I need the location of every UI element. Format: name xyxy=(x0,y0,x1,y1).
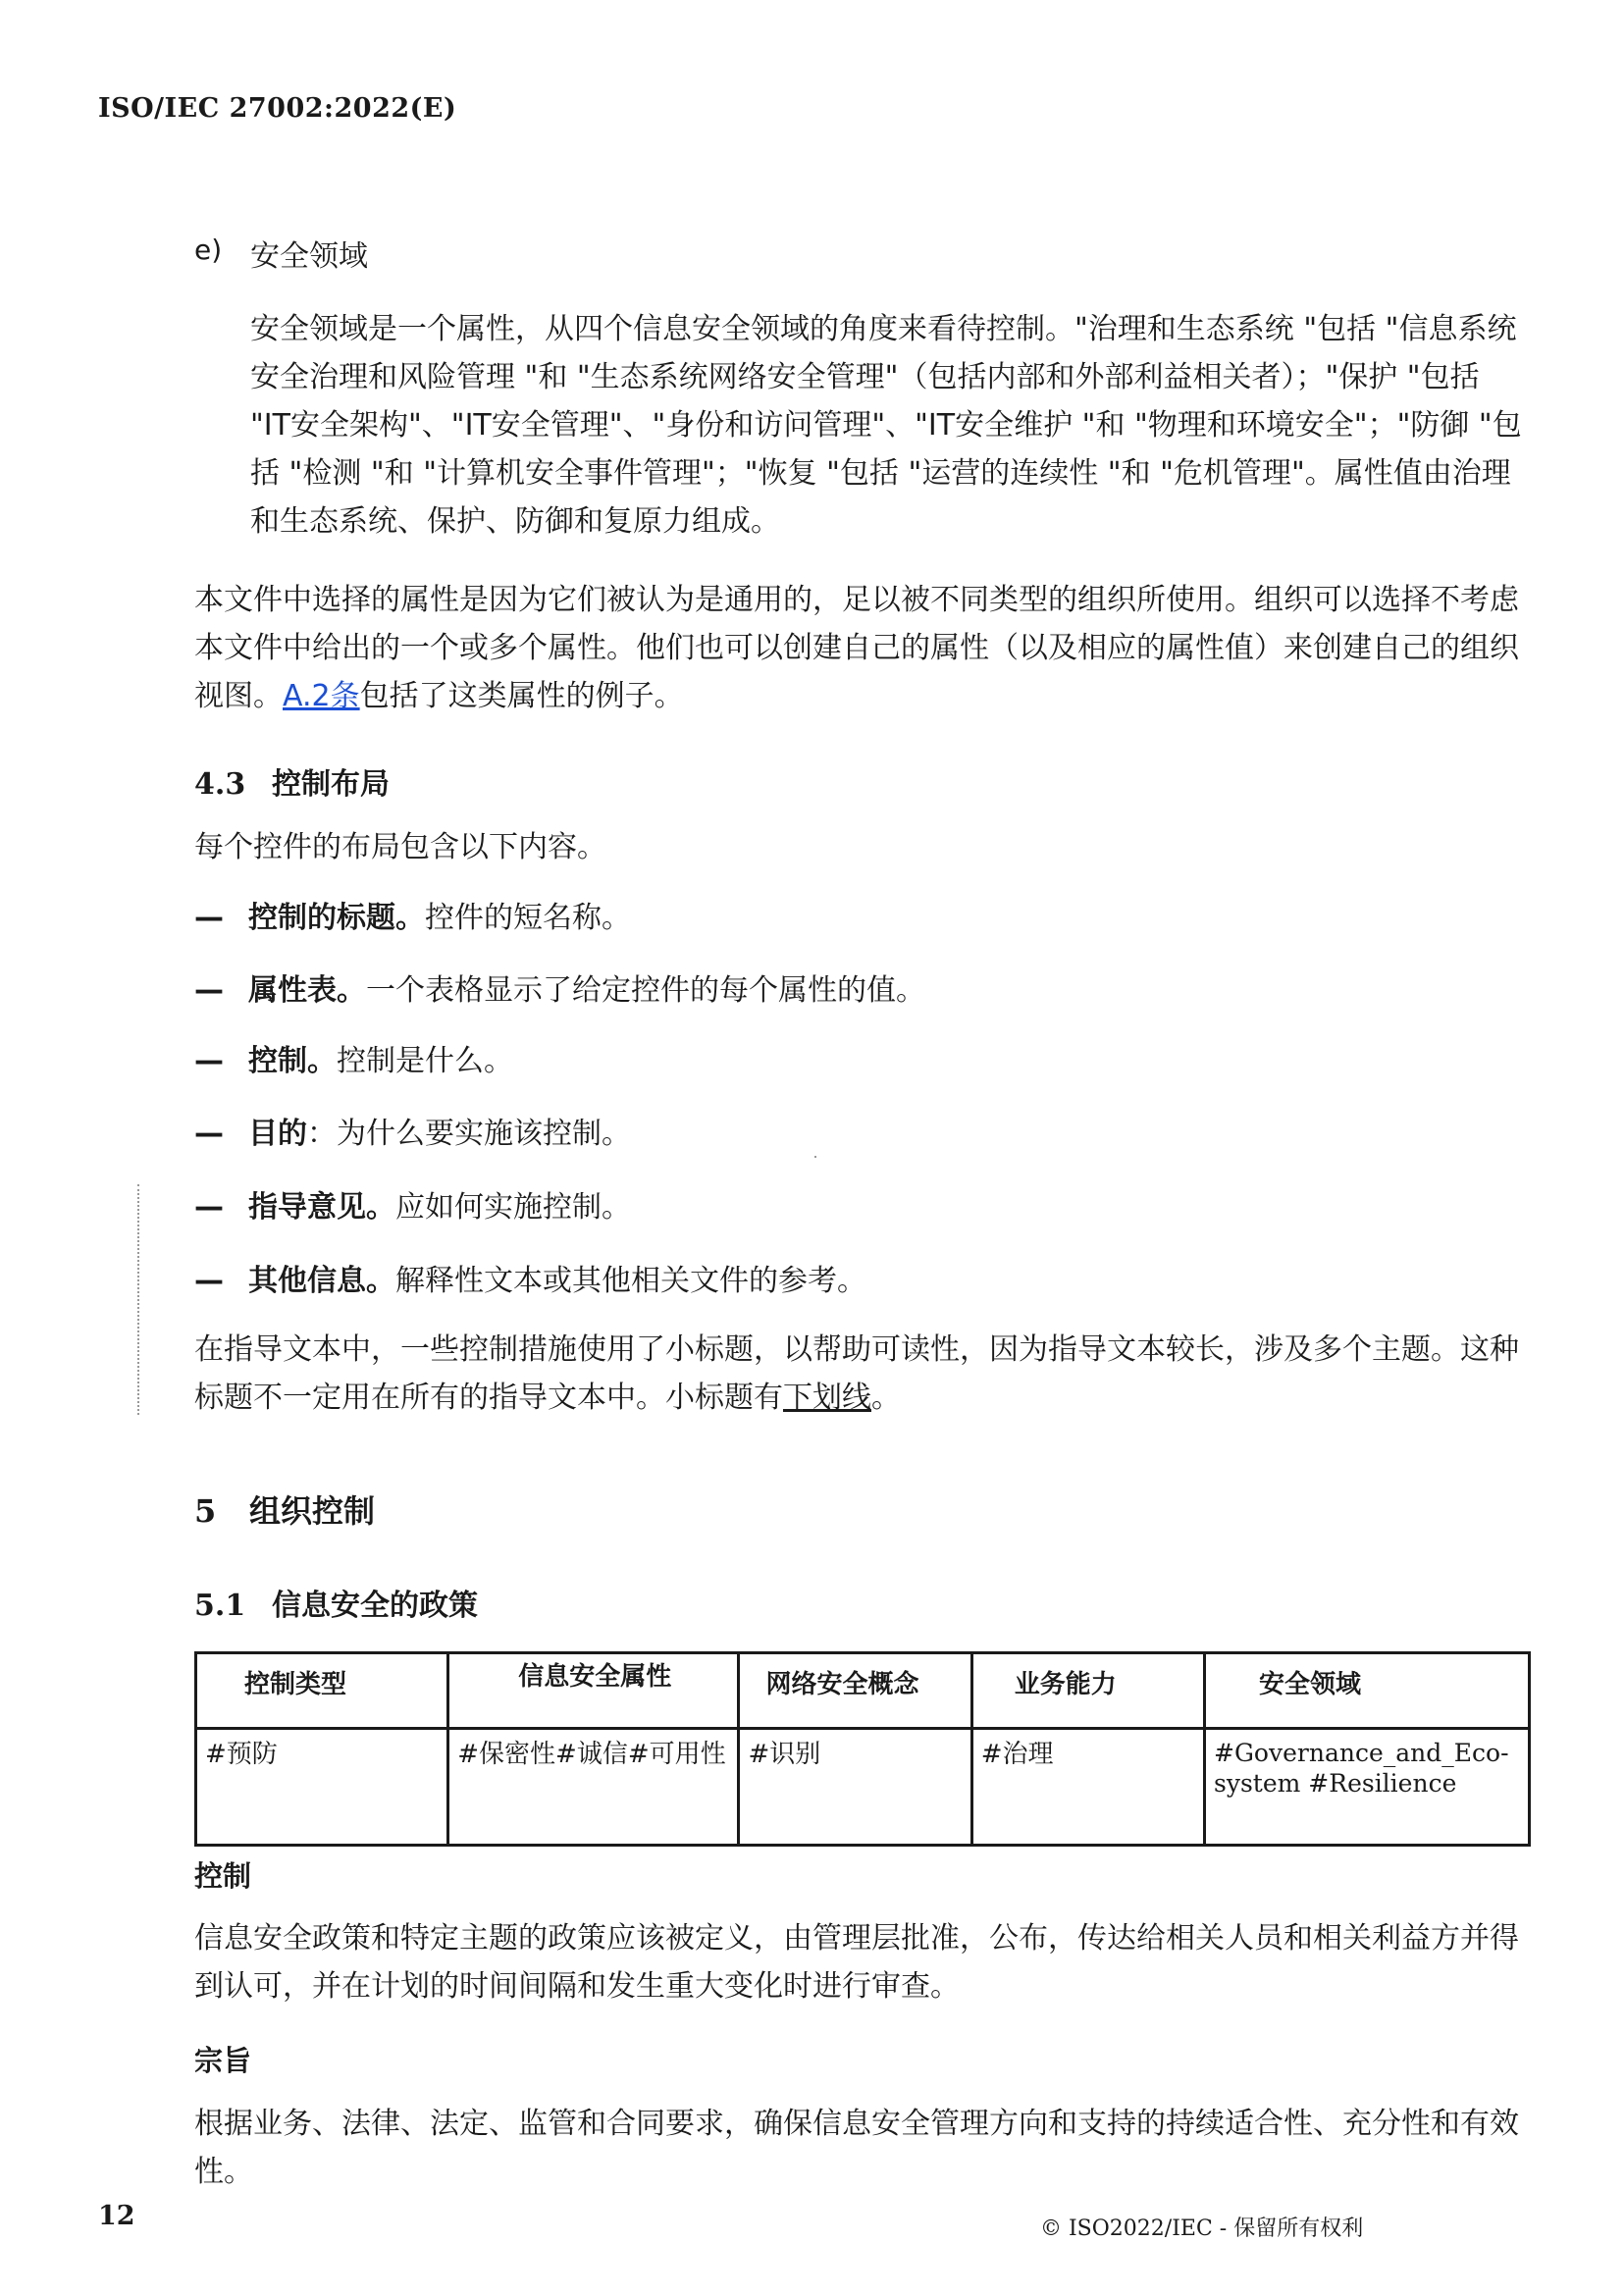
attributes-text: 本文件中选择的属性是因为它们被认为是通用的，足以被不同类型的组织所使用。组织可以选择不考虑本文件中给出的一个或多个属性。他们也可以创建自己的属性（以及相应的属性值）来创建自己的组织视图。 xyxy=(194,583,1519,713)
table-row xyxy=(196,1729,1530,1846)
section-5-number: 5 xyxy=(194,1492,217,1530)
subheading-text: 在指导文本中，一些控制措施使用了小标题，以帮助可读性，因为指导文本较长，涉及多个主题。这种标题不一定用在所有的指导文本中。小标题有 xyxy=(194,1332,1519,1415)
section-4-3-title: 控制布局 xyxy=(272,767,390,802)
dash-bullet: — xyxy=(194,973,224,1008)
item-lead: 指导意见。 xyxy=(248,1190,395,1225)
table-cell: #识别 xyxy=(739,1729,971,1846)
item-e-title: 安全领域 xyxy=(250,239,368,274)
layout-item xyxy=(194,1109,631,1152)
item-lead: 其他信息。 xyxy=(248,1264,395,1298)
item-text: 应如何实施控制。 xyxy=(395,1190,631,1225)
item-lead: 控制的标题。 xyxy=(248,901,425,935)
section-5-1-heading xyxy=(194,1581,478,1624)
table-cell: #治理 xyxy=(971,1729,1204,1846)
dash-bullet: — xyxy=(194,1117,224,1151)
attributes-text-end: 包括了这类属性的例子。 xyxy=(359,679,684,713)
subheading-text-end: 。 xyxy=(871,1381,901,1415)
table-cell: #预防 xyxy=(196,1729,448,1846)
table-header-cell: 安全领域 xyxy=(1205,1653,1530,1729)
item-e-paragraph: 安全领域是一个属性，从四个信息安全领域的角度来看待控制。"治理和生态系统 "包括 "信息系统安全治理和风险管理 "和 "生态系统网络安全管理"（包括内部和外部利益相关者）；"保护 "包括 "IT安全架构"、"IT安全管理"、"身份和访问管理"、"IT安全维护 "和 "物理和环境安全"；"防御 "包括 "检测 "和 "计算机安全事件管理"；"恢复 "包括 "运营的连续性 "和 "危机管理"。属性值由治理和生态系统、保护、防御和复原力组成。 xyxy=(250,312,1522,539)
layout-item xyxy=(194,965,925,1009)
section-4-3-number: 4.3 xyxy=(194,767,246,802)
control-text: 信息安全政策和特定主题的政策应该被定义，由管理层批准，公布，传达给相关人员和相关利益方并得到认可，并在计划的时间间隔和发生重大变化时进行审查。 xyxy=(194,1921,1519,2004)
layout-item xyxy=(194,1256,866,1299)
item-lead: 目的 xyxy=(248,1117,307,1151)
layout-item xyxy=(194,1036,513,1079)
layout-item xyxy=(194,1182,631,1226)
dash-bullet: — xyxy=(194,901,224,935)
section-5-heading xyxy=(194,1487,375,1532)
control-heading: 控制 xyxy=(194,1859,252,1893)
item-text: 一个表格显示了给定控件的每个属性的值。 xyxy=(366,973,925,1008)
section-4-3-heading xyxy=(194,759,390,803)
purpose-text: 根据业务、法律、法定、监管和合同要求，确保信息安全管理方向和支持的持续适合性、充分性和有效性。 xyxy=(194,2107,1519,2189)
annex-a2-link[interactable]: A.2条 xyxy=(283,679,360,713)
attributes-paragraph xyxy=(194,576,1529,720)
page-number: 12 xyxy=(98,2201,135,2231)
underline-example: 下划线 xyxy=(783,1381,871,1415)
stray-dot xyxy=(814,1156,816,1158)
item-text: ：为什么要实施该控制。 xyxy=(307,1117,631,1151)
copyright-notice: © ISO2022/IEC - 保留所有权利 xyxy=(1040,2217,1364,2241)
table-header-row xyxy=(196,1653,1530,1729)
table-cell: #保密性#诚信#可用性 xyxy=(448,1729,739,1846)
subheading-paragraph xyxy=(194,1326,1529,1422)
table-cell: #Governance_and_Eco-system #Resilience xyxy=(1205,1729,1530,1846)
purpose-heading: 宗旨 xyxy=(194,2044,252,2077)
item-text: 控制是什么。 xyxy=(337,1044,513,1078)
table-header-cell: 网络安全概念 xyxy=(739,1653,971,1729)
item-e-label: e) xyxy=(194,234,223,266)
item-lead: 控制。 xyxy=(248,1044,337,1078)
section-5-title: 组织控制 xyxy=(249,1492,376,1530)
dash-bullet: — xyxy=(194,1190,224,1225)
item-lead: 属性表。 xyxy=(248,973,366,1008)
document-id: ISO/IEC 27002:2022(E) xyxy=(98,93,457,124)
margin-dotted-line xyxy=(137,1184,149,1415)
dash-bullet: — xyxy=(194,1044,224,1078)
table-header-cell: 信息安全属性 xyxy=(448,1653,739,1729)
section-5-1-title: 信息安全的政策 xyxy=(272,1589,478,1623)
table-header-cell: 控制类型 xyxy=(196,1653,448,1729)
item-text: 解释性文本或其他相关文件的参考。 xyxy=(395,1264,866,1298)
attribute-table xyxy=(194,1651,1531,1847)
section-5-1-number: 5.1 xyxy=(194,1589,246,1623)
layout-item xyxy=(194,893,631,936)
table-header-cell: 业务能力 xyxy=(971,1653,1204,1729)
item-text: 控件的短名称。 xyxy=(425,901,631,935)
dash-bullet: — xyxy=(194,1264,224,1298)
section-4-3-intro: 每个控件的布局包含以下内容。 xyxy=(194,830,606,864)
